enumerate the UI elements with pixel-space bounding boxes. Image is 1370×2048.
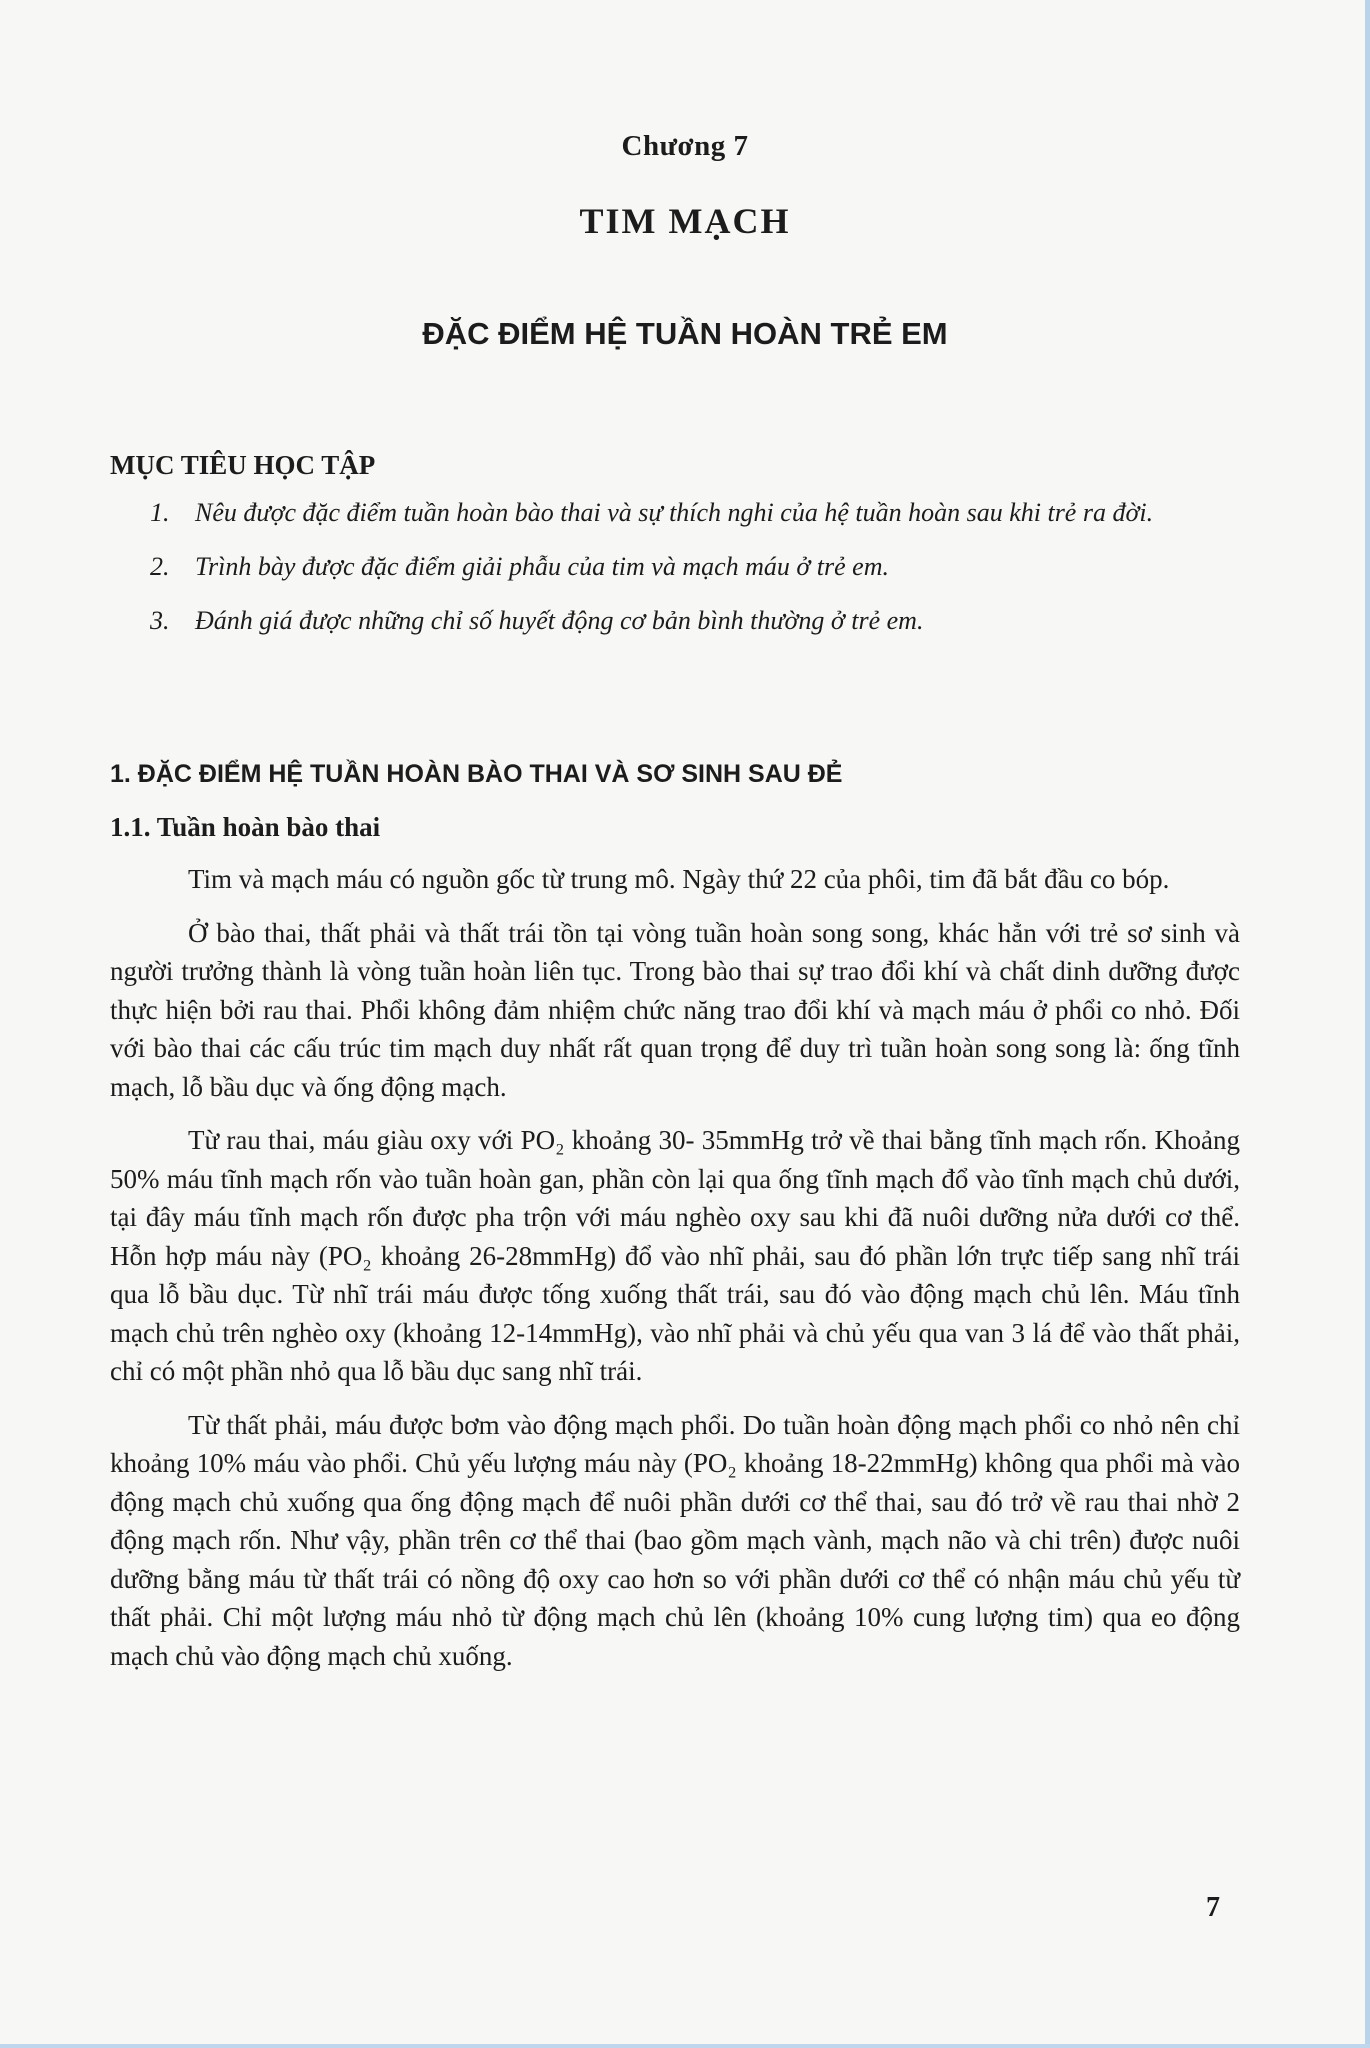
body-text xyxy=(110,860,1240,1690)
objective-item xyxy=(150,602,1240,640)
objective-item xyxy=(150,548,1240,586)
section-1-1-heading: 1.1. Tuần hoàn bào thai xyxy=(110,812,381,842)
chapter-title: TIM MẠCH xyxy=(579,201,791,241)
objective-item xyxy=(150,494,1240,532)
paragraph: Từ rau thai, máu giàu oxy với PO₂ khoảng 30- 35mmHg trở về thai bằng tĩnh mạch rốn. Khoảng 50% máu tĩnh mạch rốn vào tuần hoàn gan, phần còn lại qua ống tĩnh mạch đổ vào tĩnh mạch chủ dưới, tại đây máu tĩnh mạch rốn được pha trộn với máu nghèo oxy sau khi đã nuôi dưỡng nửa dưới cơ thể. Hỗn hợp máu này (PO₂ khoảng 26-28mmHg) đổ vào nhĩ phải, sau đó phần lớn trực tiếp sang nhĩ trái qua lỗ bầu dục. Từ nhĩ trái máu được tống xuống thất trái, sau đó vào động mạch chủ lên. Máu tĩnh mạch chủ trên nghèo oxy (khoảng 12-14mmHg), vào nhĩ phải và chủ yếu qua van 3 lá để vào thất phải, chỉ có một phần nhỏ qua lỗ bầu dục sang nhĩ trái. xyxy=(110,1125,1240,1386)
objective-number: 1. xyxy=(150,498,170,527)
paragraph: Tim và mạch máu có nguồn gốc từ trung mô. Ngày thứ 22 của phôi, tim đã bắt đầu co bóp. xyxy=(188,864,1170,894)
page-edge xyxy=(1365,0,1370,2048)
chapter-label: Chương 7 xyxy=(621,130,749,162)
section-title: ĐẶC ĐIỂM HỆ TUẦN HOÀN TRẺ EM xyxy=(422,316,948,351)
objective-text: Nêu được đặc điểm tuần hoàn bào thai và sự thích nghi của hệ tuần hoàn sau khi trẻ ra đời. xyxy=(195,498,1154,527)
paragraph: Từ thất phải, máu được bơm vào động mạch phổi. Do tuần hoàn động mạch phổi co nhỏ nên chỉ khoảng 10% máu vào phổi. Chủ yếu lượng máu này (PO₂ khoảng 18-22mmHg) không qua phổi mà vào động mạch chủ xuống qua ống động mạch để nuôi phần dưới cơ thể thai, sau đó trở về rau thai nhờ 2 động mạch rốn. Như vậy, phần trên cơ thể thai (bao gồm mạch vành, mạch não và chi trên) được nuôi dưỡng bằng máu từ thất trái có nồng độ oxy cao hơn so với phần dưới cơ thể có nhận máu chủ yếu từ thất phải. Chỉ một lượng máu nhỏ từ động mạch chủ lên (khoảng 10% cung lượng tim) qua eo động mạch chủ vào động mạch chủ xuống. xyxy=(110,1409,1240,1671)
page-edge-bottom xyxy=(0,2044,1370,2048)
objective-number: 3. xyxy=(150,606,170,635)
paragraph: Ở bào thai, thất phải và thất trái tồn tại vòng tuần hoàn song song, khác hẳn với trẻ sơ sinh và người trưởng thành là vòng tuần hoàn liên tục. Trong bào thai sự trao đổi khí và chất dinh dưỡng được thực hiện bởi rau thai. Phổi không đảm nhiệm chức năng trao đổi khí và mạch máu ở phổi co nhỏ. Đối với bào thai các cấu trúc tim mạch duy nhất rất quan trọng để duy trì tuần hoàn song song là: ống tĩnh mạch, lỗ bầu dục và ống động mạch. xyxy=(110,917,1240,1102)
objective-text: Trình bày được đặc điểm giải phẫu của tim và mạch máu ở trẻ em. xyxy=(195,552,890,581)
section-1-heading: 1. ĐẶC ĐIỂM HỆ TUẦN HOÀN BÀO THAI VÀ SƠ SINH SAU ĐẺ xyxy=(110,760,843,788)
objective-number: 2. xyxy=(150,552,170,581)
objectives-heading: MỤC TIÊU HỌC TẬP xyxy=(110,450,376,480)
page-number: 7 xyxy=(1206,1892,1220,1923)
objectives-list xyxy=(150,494,1240,656)
objective-text: Đánh giá được những chỉ số huyết động cơ bản bình thường ở trẻ em. xyxy=(195,606,924,635)
